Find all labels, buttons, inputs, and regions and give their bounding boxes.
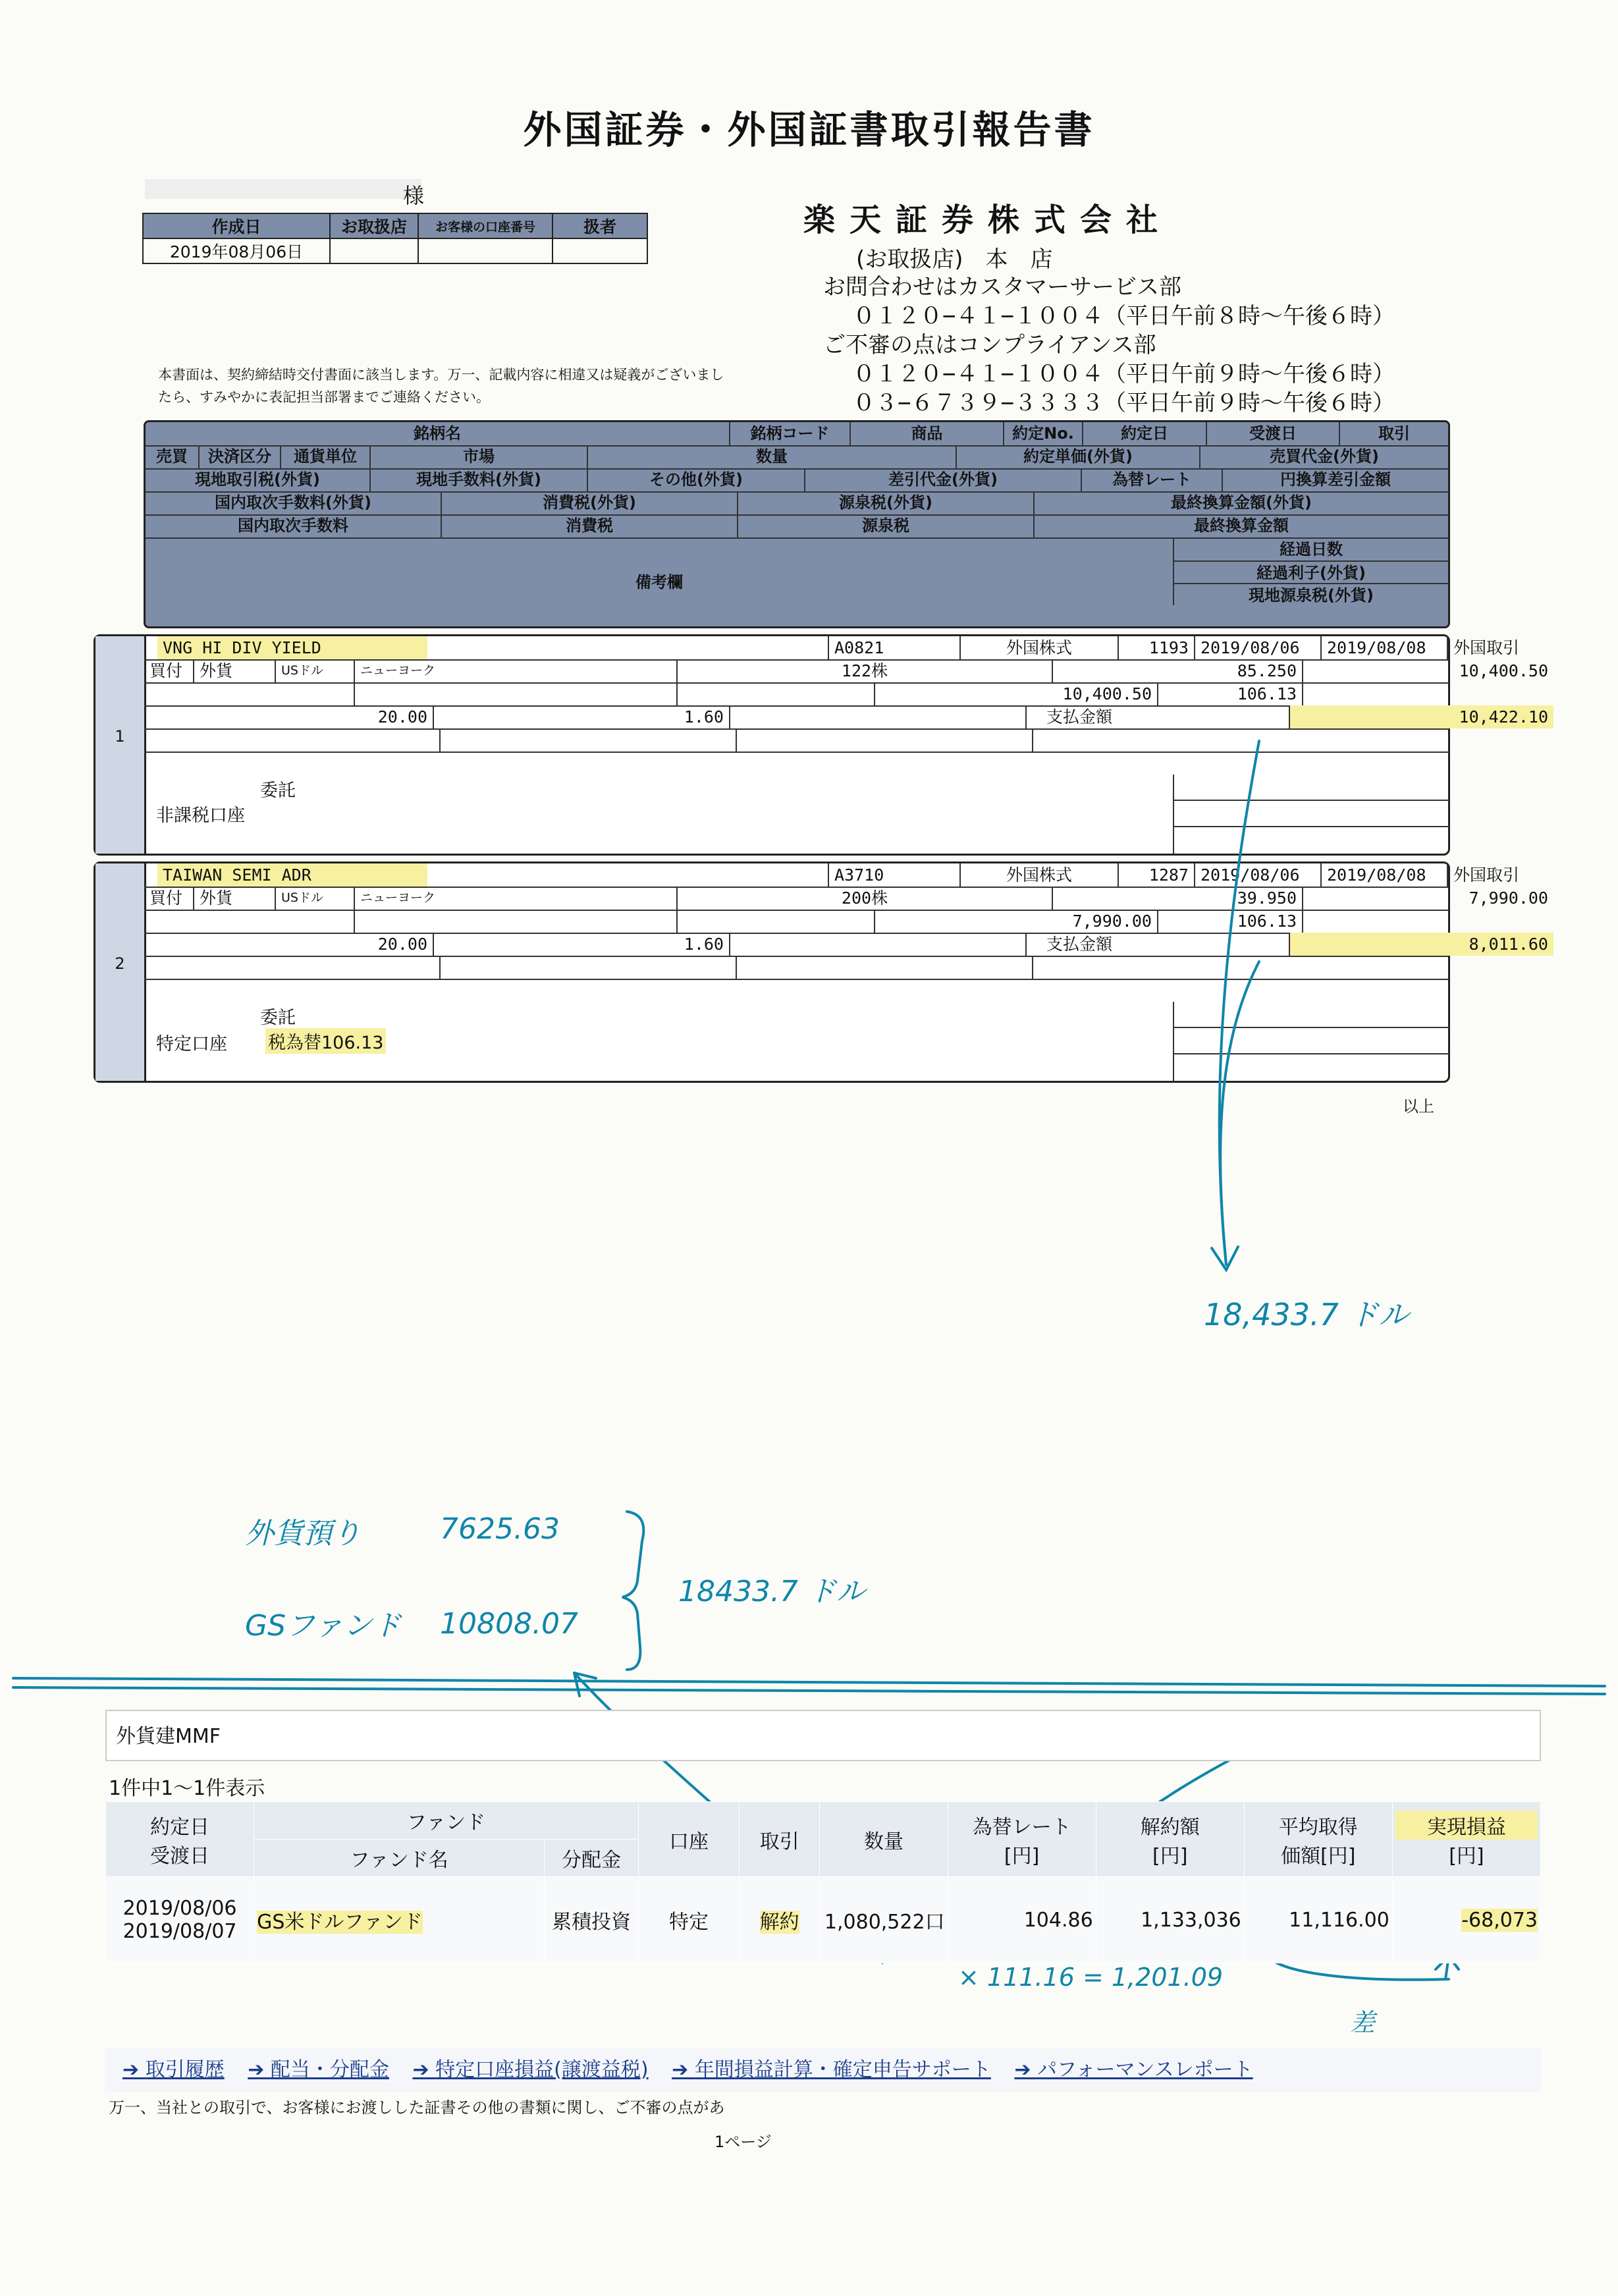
pay-amount: 10,422.10 [1290, 705, 1553, 728]
mmf-hdr-account: 口座 [638, 1802, 739, 1877]
mmf-hdr-fx: 為替レート [円] [948, 1802, 1096, 1877]
table-row [106, 1877, 1541, 1963]
trade-number: 2 [95, 863, 146, 1081]
phone-customer: ０１２０−４１−１００４（平日午前８時〜午後６時） [853, 303, 1395, 329]
notice-text: 本書面は、契約締結時交付書面に該当します。万一、記載内容に相違又は疑義がございましたら、すみやかに表記担当部署までご連絡ください。 [158, 367, 724, 405]
contact-compliance: ご不審の点はコンプライアンス部 [823, 332, 1156, 358]
hw-gs-fund-label: GSファンド [245, 1609, 402, 1643]
mmf-count: 1件中1〜1件表示 [109, 1777, 265, 1800]
end-mark: 以上 [1403, 1097, 1434, 1116]
local-fee: 20.00 [144, 933, 434, 956]
meta-header-staff: 扱者 [553, 213, 647, 238]
footer-note: 万一、当社との取引で、お客様にお渡しした証書その他の書類に関し、ご不審の点があ [109, 2098, 725, 2117]
account-type: 非課税口座 [156, 806, 245, 826]
pay-label: 支払金額 [1027, 705, 1290, 728]
market: ニューヨーク [355, 659, 678, 682]
hdr-market: 市場 [371, 445, 588, 468]
company-name: 楽天証券株式会社 [803, 202, 1173, 238]
arrow-line-1 [1220, 741, 1259, 1265]
tax-fx-rate: 税為替106.13 [265, 1028, 386, 1054]
trade-type: 外国取引 [1453, 638, 1520, 657]
hdr-fx-rate: 為替レート [1082, 468, 1223, 491]
branch-info: (お取扱店) 本 店 [856, 246, 1053, 273]
hdr-yen-net: 円換算差引金額 [1280, 470, 1391, 489]
mmf-section-title: 外貨建MMF [105, 1710, 1541, 1761]
hdr-domestic-fee: 国内取次手数料 [146, 514, 442, 537]
currency: USドル [276, 887, 355, 910]
settlement: 外貨 [194, 659, 276, 682]
trade-amount: 10,400.50 [1459, 661, 1548, 680]
hdr-code: 銘柄コード [730, 422, 851, 445]
trade-number: 1 [95, 636, 146, 854]
security-code: A0821 [829, 636, 961, 659]
hdr-trade-type: 取引 [1378, 424, 1410, 443]
trade-date: 2019/08/06 [1195, 636, 1322, 659]
hdr-other: その他(外貨) [588, 468, 805, 491]
mandate: 委託 [260, 780, 296, 801]
hdr-net: 差引代金(外貨) [805, 468, 1082, 491]
mmf-hdr-fund: ファンド [254, 1802, 639, 1840]
settle-date: 2019/08/08 [1322, 863, 1448, 887]
meta-header-date: 作成日 [143, 213, 330, 238]
hdr-local-fee: 現地手数料(外貨) [371, 468, 588, 491]
separator-line-2 [13, 1687, 1605, 1694]
phone-compliance-1: ０１２０−４１−１００４（平日午前９時〜午後６時） [853, 361, 1395, 387]
hw-fx-deposit-label: 外貨預り [245, 1517, 361, 1550]
hdr-contract-no: 約定No. [1004, 422, 1083, 445]
link-specific-account[interactable]: ➔ 特定口座損益(譲渡益税) [412, 2058, 649, 2081]
other-fee: 1.60 [434, 933, 730, 956]
trade-date: 2019/08/06 [1195, 863, 1322, 887]
hdr-trade-date: 約定日 [1083, 422, 1207, 445]
side: 買付 [144, 887, 194, 910]
mmf-redeem: 1,133,036 [1096, 1877, 1244, 1963]
hw-fx-deposit-value: 7625.63 [440, 1512, 560, 1546]
hdr-elapsed-days: 経過日数 [1173, 538, 1448, 560]
hdr-quantity: 数量 [588, 445, 957, 468]
trade-type: 外国取引 [1453, 865, 1520, 885]
mmf-hdr-trade: 取引 [740, 1802, 820, 1877]
contact-customer: お問合わせはカスタマーサービス部 [823, 274, 1181, 300]
report-title: 外国証券・外国証書取引報告書 [523, 107, 1095, 152]
hdr-consumption-tax-fx: 消費税(外貨) [442, 491, 738, 514]
mmf-fx: 104.86 [948, 1877, 1096, 1963]
fx-rate: 106.13 [1158, 910, 1303, 933]
hdr-settlement: 決済区分 [200, 445, 281, 468]
security-code: A3710 [829, 863, 961, 887]
mmf-avg: 11,116.00 [1244, 1877, 1392, 1963]
separator-line [13, 1678, 1605, 1686]
settle-date: 2019/08/08 [1322, 636, 1448, 659]
net-amount: 10,400.50 [875, 682, 1158, 705]
mmf-hdr-dividend: 分配金 [545, 1840, 639, 1877]
link-dividends[interactable]: ➔ 配当・分配金 [248, 2058, 389, 2081]
quantity: 200株 [678, 887, 1053, 910]
phone-compliance-2: ０３−６７３９−３３３３（平日午前９時〜午後６時） [853, 390, 1395, 416]
pay-label: 支払金額 [1027, 933, 1290, 956]
hdr-withholding: 源泉税 [738, 514, 1035, 537]
mmf-hdr-redeem: 解約額 [円] [1096, 1802, 1244, 1877]
contract-no: 1287 [1119, 863, 1195, 887]
hdr-accrued-interest: 経過利子(外貨) [1173, 560, 1448, 583]
mmf-pl: -68,073 [1392, 1877, 1540, 1963]
hdr-withholding-fx: 源泉税(外貨) [738, 491, 1035, 514]
account-type: 特定口座 [156, 1034, 227, 1054]
pay-amount: 8,011.60 [1290, 933, 1553, 956]
mmf-dates: 2019/08/06 2019/08/07 [106, 1877, 254, 1963]
mmf-hdr-quantity: 数量 [820, 1802, 948, 1877]
hdr-final-fx: 最終換算金額(外貨) [1171, 493, 1312, 512]
mmf-dividend: 累積投資 [545, 1877, 639, 1963]
honorific: 様 [403, 183, 425, 208]
mmf-account: 特定 [638, 1877, 739, 1963]
product-type: 外国株式 [961, 863, 1119, 887]
hdr-unit-price: 約定単価(外貨) [957, 445, 1200, 468]
market: ニューヨーク [355, 887, 678, 910]
net-amount: 7,990.00 [875, 910, 1158, 933]
hdr-name: 銘柄名 [146, 422, 730, 445]
hw-diff: 差 [1350, 2008, 1376, 2037]
unit-price: 39.950 [1053, 887, 1303, 910]
meta-header-account: お客様の口座番号 [418, 213, 553, 238]
hdr-consumption-tax: 消費税 [442, 514, 738, 537]
hdr-currency: 通貨単位 [281, 445, 371, 468]
security-name: TAIWAN SEMI ADR [157, 863, 427, 887]
hdr-domestic-fee-fx: 国内取次手数料(外貨) [146, 491, 442, 514]
hdr-settle-date: 受渡日 [1207, 422, 1340, 445]
hdr-remarks: 備考欄 [635, 573, 683, 591]
hdr-final: 最終換算金額 [1194, 516, 1289, 535]
product-type: 外国株式 [961, 636, 1119, 659]
mmf-links [105, 2048, 1541, 2092]
hdr-local-tax: 現地取引税(外貨) [146, 468, 371, 491]
mmf-hdr-dates: 約定日 受渡日 [106, 1802, 254, 1877]
currency: USドル [276, 659, 355, 682]
mandate: 委託 [260, 1008, 296, 1028]
hdr-product: 商品 [851, 422, 1004, 445]
arrow-line-2 [1220, 962, 1259, 1265]
hw-gs-fund-value: 10808.07 [440, 1607, 578, 1641]
mmf-table [105, 1801, 1541, 1963]
mmf-hdr-fund-name: ファンド名 [254, 1840, 545, 1877]
page-number: 1ページ [715, 2133, 772, 2151]
link-annual-pl[interactable]: ➔ 年間損益計算・確定申告サポート [672, 2058, 991, 2081]
meta-date: 2019年08月06日 [143, 238, 330, 263]
link-trade-history[interactable]: ➔ 取引履歴 [122, 2058, 225, 2081]
fx-rate: 106.13 [1158, 682, 1303, 705]
mmf-trade: 解約 [740, 1877, 820, 1963]
unit-price: 85.250 [1053, 659, 1303, 682]
other-fee: 1.60 [434, 705, 730, 728]
security-name: VNG HI DIV YIELD [157, 636, 427, 659]
mmf-quantity: 1,080,522口 [820, 1877, 948, 1963]
mmf-fund-name[interactable]: GS米ドルファンド [254, 1877, 545, 1963]
hdr-amount: 売買代金(外貨) [1270, 447, 1379, 466]
mmf-hdr-avg: 平均取得 価額[円] [1244, 1802, 1392, 1877]
link-performance[interactable]: ➔ パフォーマンスレポート [1014, 2058, 1253, 2081]
mmf-hdr-pl: 実現損益 [円] [1392, 1802, 1540, 1877]
hdr-side: 売買 [146, 445, 200, 468]
contract-no: 1193 [1119, 636, 1195, 659]
settlement: 外貨 [194, 887, 276, 910]
hw-total-usd: 18,433.7 ドル [1204, 1297, 1409, 1332]
brace [622, 1512, 643, 1670]
local-fee: 20.00 [144, 705, 434, 728]
hw-calc: × 111.16 = 1,201.09 [958, 1963, 1224, 1992]
trade-amount: 7,990.00 [1469, 888, 1548, 908]
quantity: 122株 [678, 659, 1053, 682]
hw-brace-total: 18433.7 ドル [678, 1575, 865, 1608]
side: 買付 [144, 659, 194, 682]
hdr-local-withholding: 現地源泉税(外貨) [1173, 583, 1448, 605]
meta-header-branch: お取扱店 [330, 213, 418, 238]
